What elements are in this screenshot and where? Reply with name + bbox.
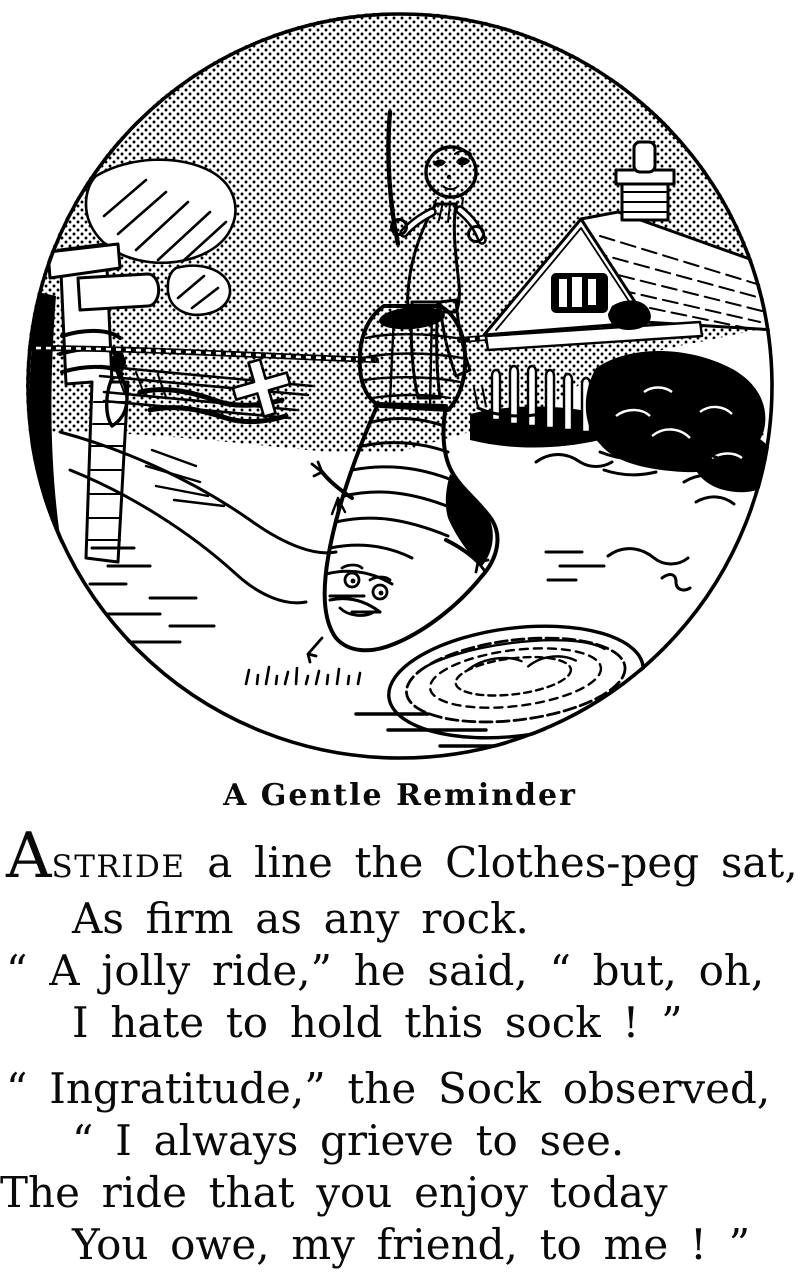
poem-line-8: You owe, my friend, to me ! ” [72, 1220, 751, 1269]
poem [0, 819, 800, 1271]
gable-shrub [608, 300, 651, 330]
poem-line-4: I hate to hold this sock ! ” [72, 998, 683, 1047]
poem-stanza-2 [0, 1063, 800, 1271]
poem-line-1 [0, 819, 800, 893]
poem-dropcap: A [6, 819, 52, 892]
poem-line-3: “ A jolly ride,” he said, “ but, oh, [6, 946, 765, 995]
poem-smallcaps: STRIDE [51, 849, 186, 885]
poem-line-2: As firm as any rock. [72, 894, 529, 943]
poem-line-6: “ I always grieve to see. [72, 1116, 625, 1165]
gable-window [551, 273, 608, 313]
poem-line-1-rest: a line the Clothes-peg sat, [185, 838, 798, 887]
poem-line-5: “ Ingratitude,” the Sock observed, [6, 1064, 771, 1113]
illustration-caption: A Gentle Reminder [223, 778, 577, 813]
poem-line-7: The ride that you enjoy today [0, 1168, 668, 1217]
poem-stanza-1 [0, 819, 800, 1049]
